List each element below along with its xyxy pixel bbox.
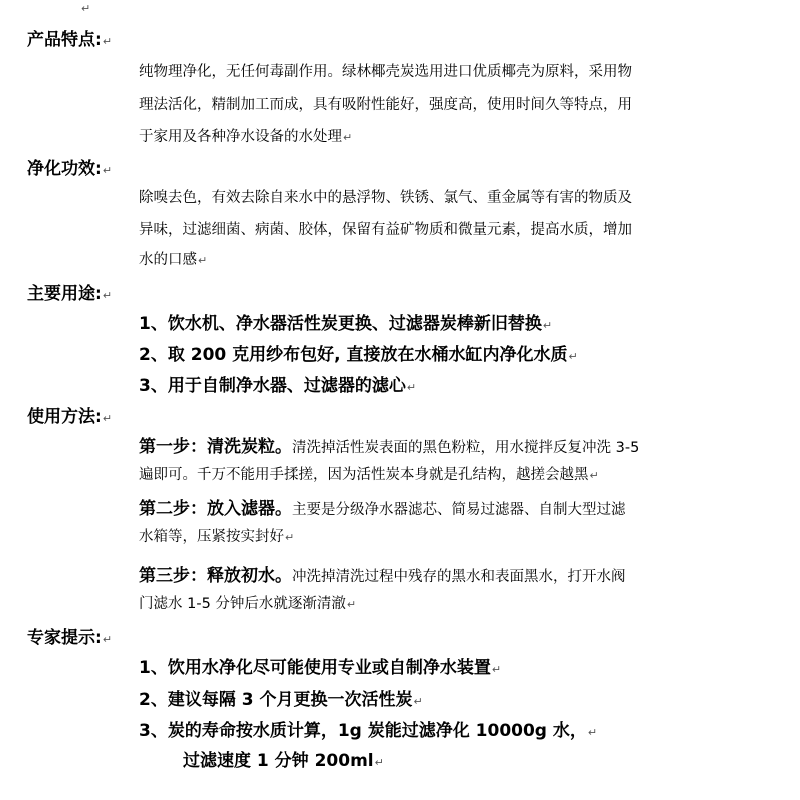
tips-item-3: 3、炭的寿命按水质计算，1g 炭能过滤净化 10000g 水，↵ [139,721,598,741]
tips-item-2: 2、建议每隔 3 个月更换一次活性炭↵ [139,690,423,710]
uses-item-3: 3、用于自制净水器、过滤器的滤心↵ [139,376,417,396]
step-3-label: 第三步：释放初水。 [139,566,292,586]
tips-item-3-cont: 过滤速度 1 分钟 200ml↵ [183,751,384,771]
step-1-label: 第一步：清洗炭粒。 [139,437,292,457]
step-3-line-2: 门滤水 1-5 分钟后水就逐渐清澈↵ [139,596,357,612]
heading-effects: 净化功效:↵ [27,159,113,179]
features-line-2: 理法活化，精制加工而成，具有吸附性能好，强度高，使用时间久等特点，用 [139,97,632,113]
step-2-line-2: 水箱等，压紧按实封好↵ [139,529,295,545]
effects-line-2: 异味，过滤细菌、病菌、胶体，保留有益矿物质和微量元素，提高水质，增加 [139,222,632,238]
tips-item-1: 1、饮用水净化尽可能使用专业或自制净水装置↵ [139,658,502,678]
step-1-line-2: 遍即可。千万不能用手揉搓，因为活性炭本身就是孔结构，越搓会越黑↵ [139,467,599,483]
step-1-line-1: 第一步：清洗炭粒。清洗掉活性炭表面的黑色粉粒，用水搅拌反复冲洗 3-5 [139,437,640,457]
step-3-line-1: 第三步：释放初水。冲洗掉清洗过程中残存的黑水和表面黑水，打开水阀 [139,566,626,586]
features-line-3: 于家用及各种净水设备的水处理↵ [139,129,353,145]
features-line-1: 纯物理净化，无任何毒副作用。绿林椰壳炭选用进口优质椰壳为原料，采用物 [139,64,632,80]
step-2-label: 第二步：放入滤器。 [139,499,292,519]
heading-features: 产品特点:↵ [27,30,113,50]
effects-line-3: 水的口感↵ [139,252,208,268]
effects-line-1: 除嗅去色，有效去除自来水中的悬浮物、铁锈、氯气、重金属等有害的物质及 [139,190,632,206]
heading-uses: 主要用途:↵ [27,284,113,304]
heading-tips: 专家提示:↵ [27,628,113,648]
paragraph-mark-icon: ↵ [81,2,91,15]
uses-item-1: 1、饮水机、净水器活性炭更换、过滤器炭棒新旧替换↵ [139,314,553,334]
heading-method: 使用方法:↵ [27,407,113,427]
step-2-line-1: 第二步：放入滤器。主要是分级净水器滤芯、简易过滤器、自制大型过滤 [139,499,626,519]
uses-item-2: 2、取 200 克用纱布包好, 直接放在水桶水缸内净化水质↵ [139,345,578,365]
